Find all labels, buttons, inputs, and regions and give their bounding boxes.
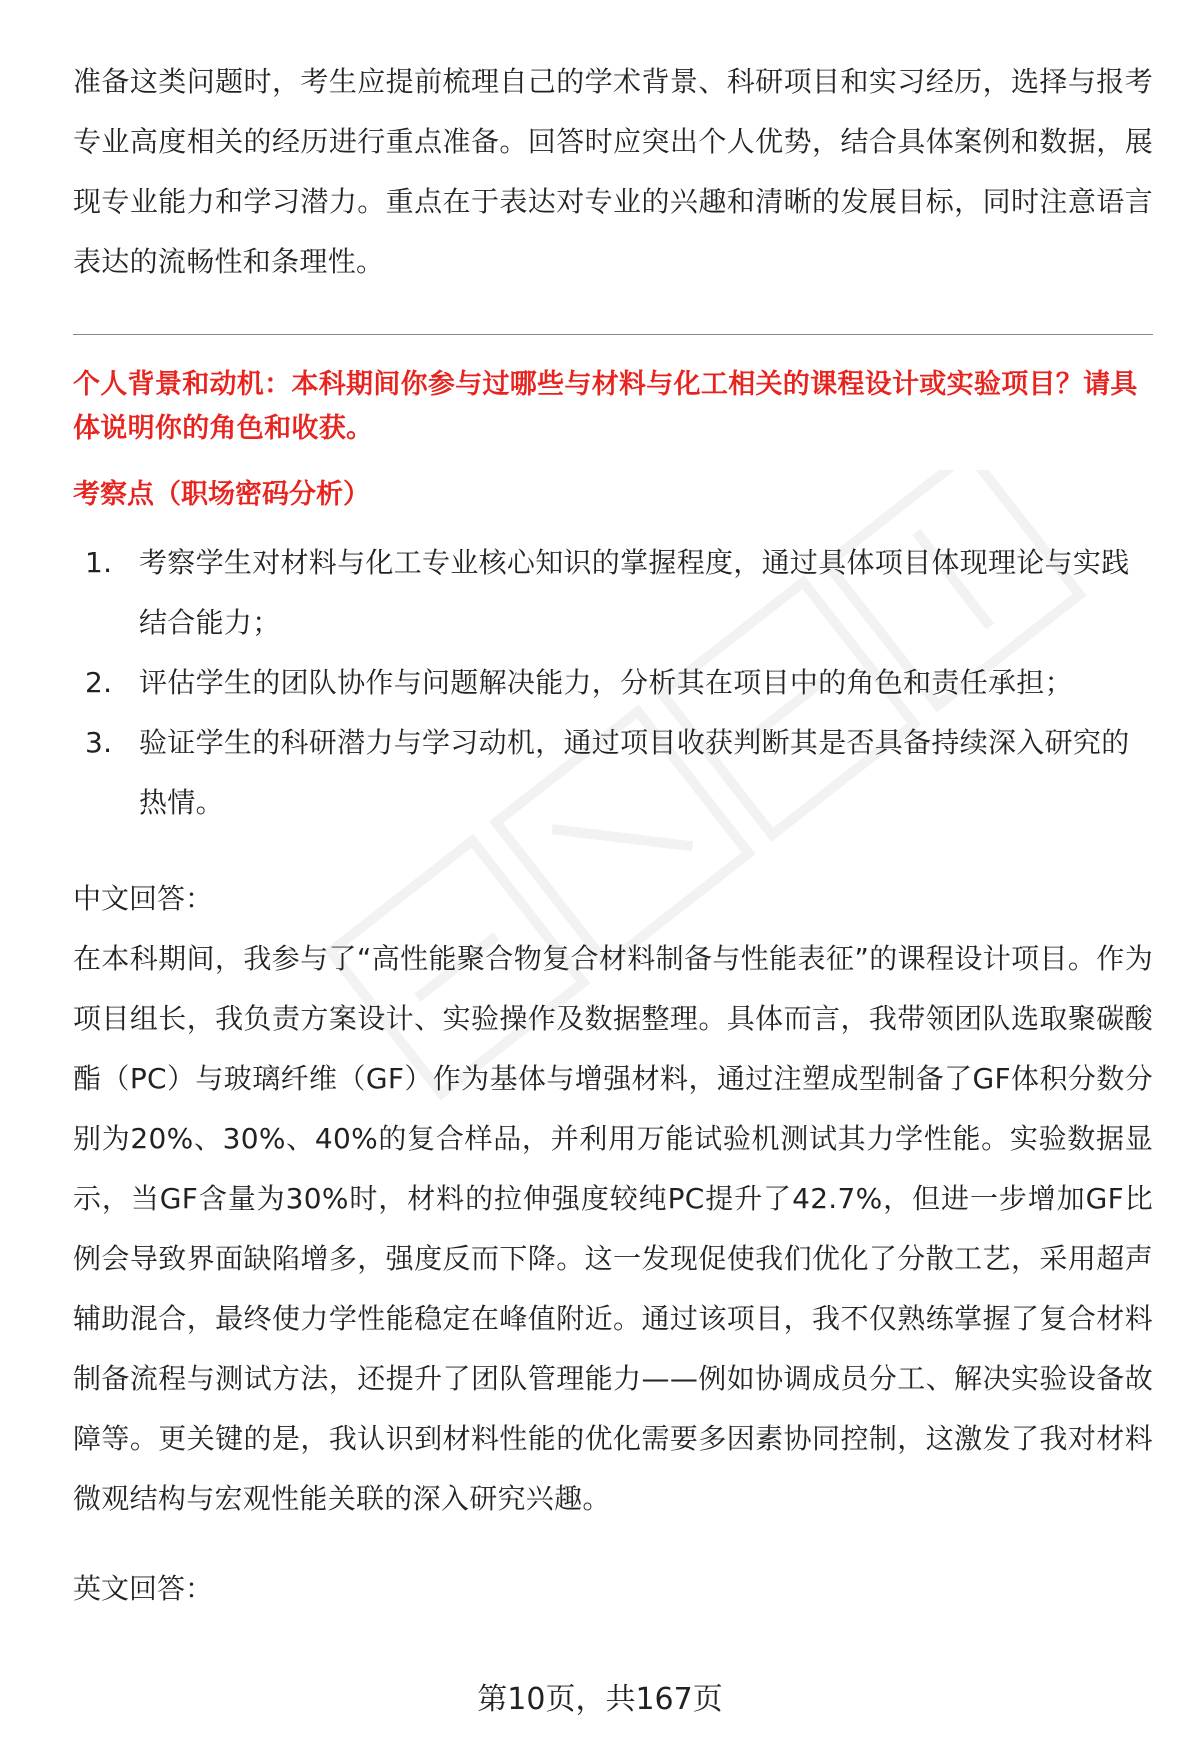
list-item-text: 考察学生对材料与化工专业核心知识的掌握程度，通过具体项目体现理论与实践结合能力； [139, 546, 1130, 639]
page-footer: 第10页，共167页 [477, 1682, 723, 1717]
chinese-answer-label: 中文回答： [73, 882, 214, 915]
list-item-number: 3. [85, 726, 113, 759]
intro-paragraph: 准备这类问题时，考生应提前梳理自己的学术背景、科研项目和实习经历，选择与报考专业高度相关的经历进行重点准备。回答时应突出个人优势，结合具体案例和数据，展现专业能力和学习潜力。重点在于表达对专业的兴趣和清晰的发展目标，同时注意语言表达的流畅性和条理性。 [73, 65, 1153, 278]
document-page [73, 52, 1153, 1619]
focus-points-list [73, 533, 1153, 833]
list-item [73, 713, 1153, 833]
english-answer-label: 英文回答： [73, 1572, 214, 1605]
focus-points-title: 考察点（职场密码分析） [73, 479, 370, 510]
question-heading: 个人背景和动机：本科期间你参与过哪些与材料与化工相关的课程设计或实验项目？请具体说明你的角色和收获。 [73, 369, 1138, 444]
list-item-number: 1. [85, 546, 113, 579]
list-item [73, 653, 1153, 713]
list-item-text: 评估学生的团队协作与问题解决能力，分析其在项目中的角色和责任承担； [139, 666, 1073, 699]
list-item-text: 验证学生的科研潜力与学习动机，通过项目收获判断其是否具备持续深入研究的热情。 [139, 726, 1130, 819]
chinese-answer-text: 在本科期间，我参与了“高性能聚合物复合材料制备与性能表征”的课程设计项目。作为项目组长，我负责方案设计、实验操作及数据整理。具体而言，我带领团队选取聚碳酸酯（PC）与玻璃纤维（GF）作为基体与增强材料，通过注塑成型制备了GF体积分数分别为20%、30%、40%的复合样品，并利用万能试验机测试其力学性能。实验数据显示，当GF含量为30%时，材料的拉伸强度较纯PC提升了42.7%，但进一步增加GF比例会导致界面缺陷增多，强度反而下降。这一发现促使我们优化了分散工艺，采用超声辅助混合，最终使力学性能稳定在峰值附近。通过该项目，我不仅熟练掌握了复合材料制备流程与测试方法，还提升了团队管理能力——例如协调成员分工、解决实验设备故障等。更关键的是，我认识到材料性能的优化需要多因素协同控制，这激发了我对材料微观结构与宏观性能关联的深入研究兴趣。 [73, 942, 1153, 1515]
list-item-number: 2. [85, 666, 113, 699]
list-item [73, 533, 1153, 653]
section-divider [73, 334, 1153, 335]
